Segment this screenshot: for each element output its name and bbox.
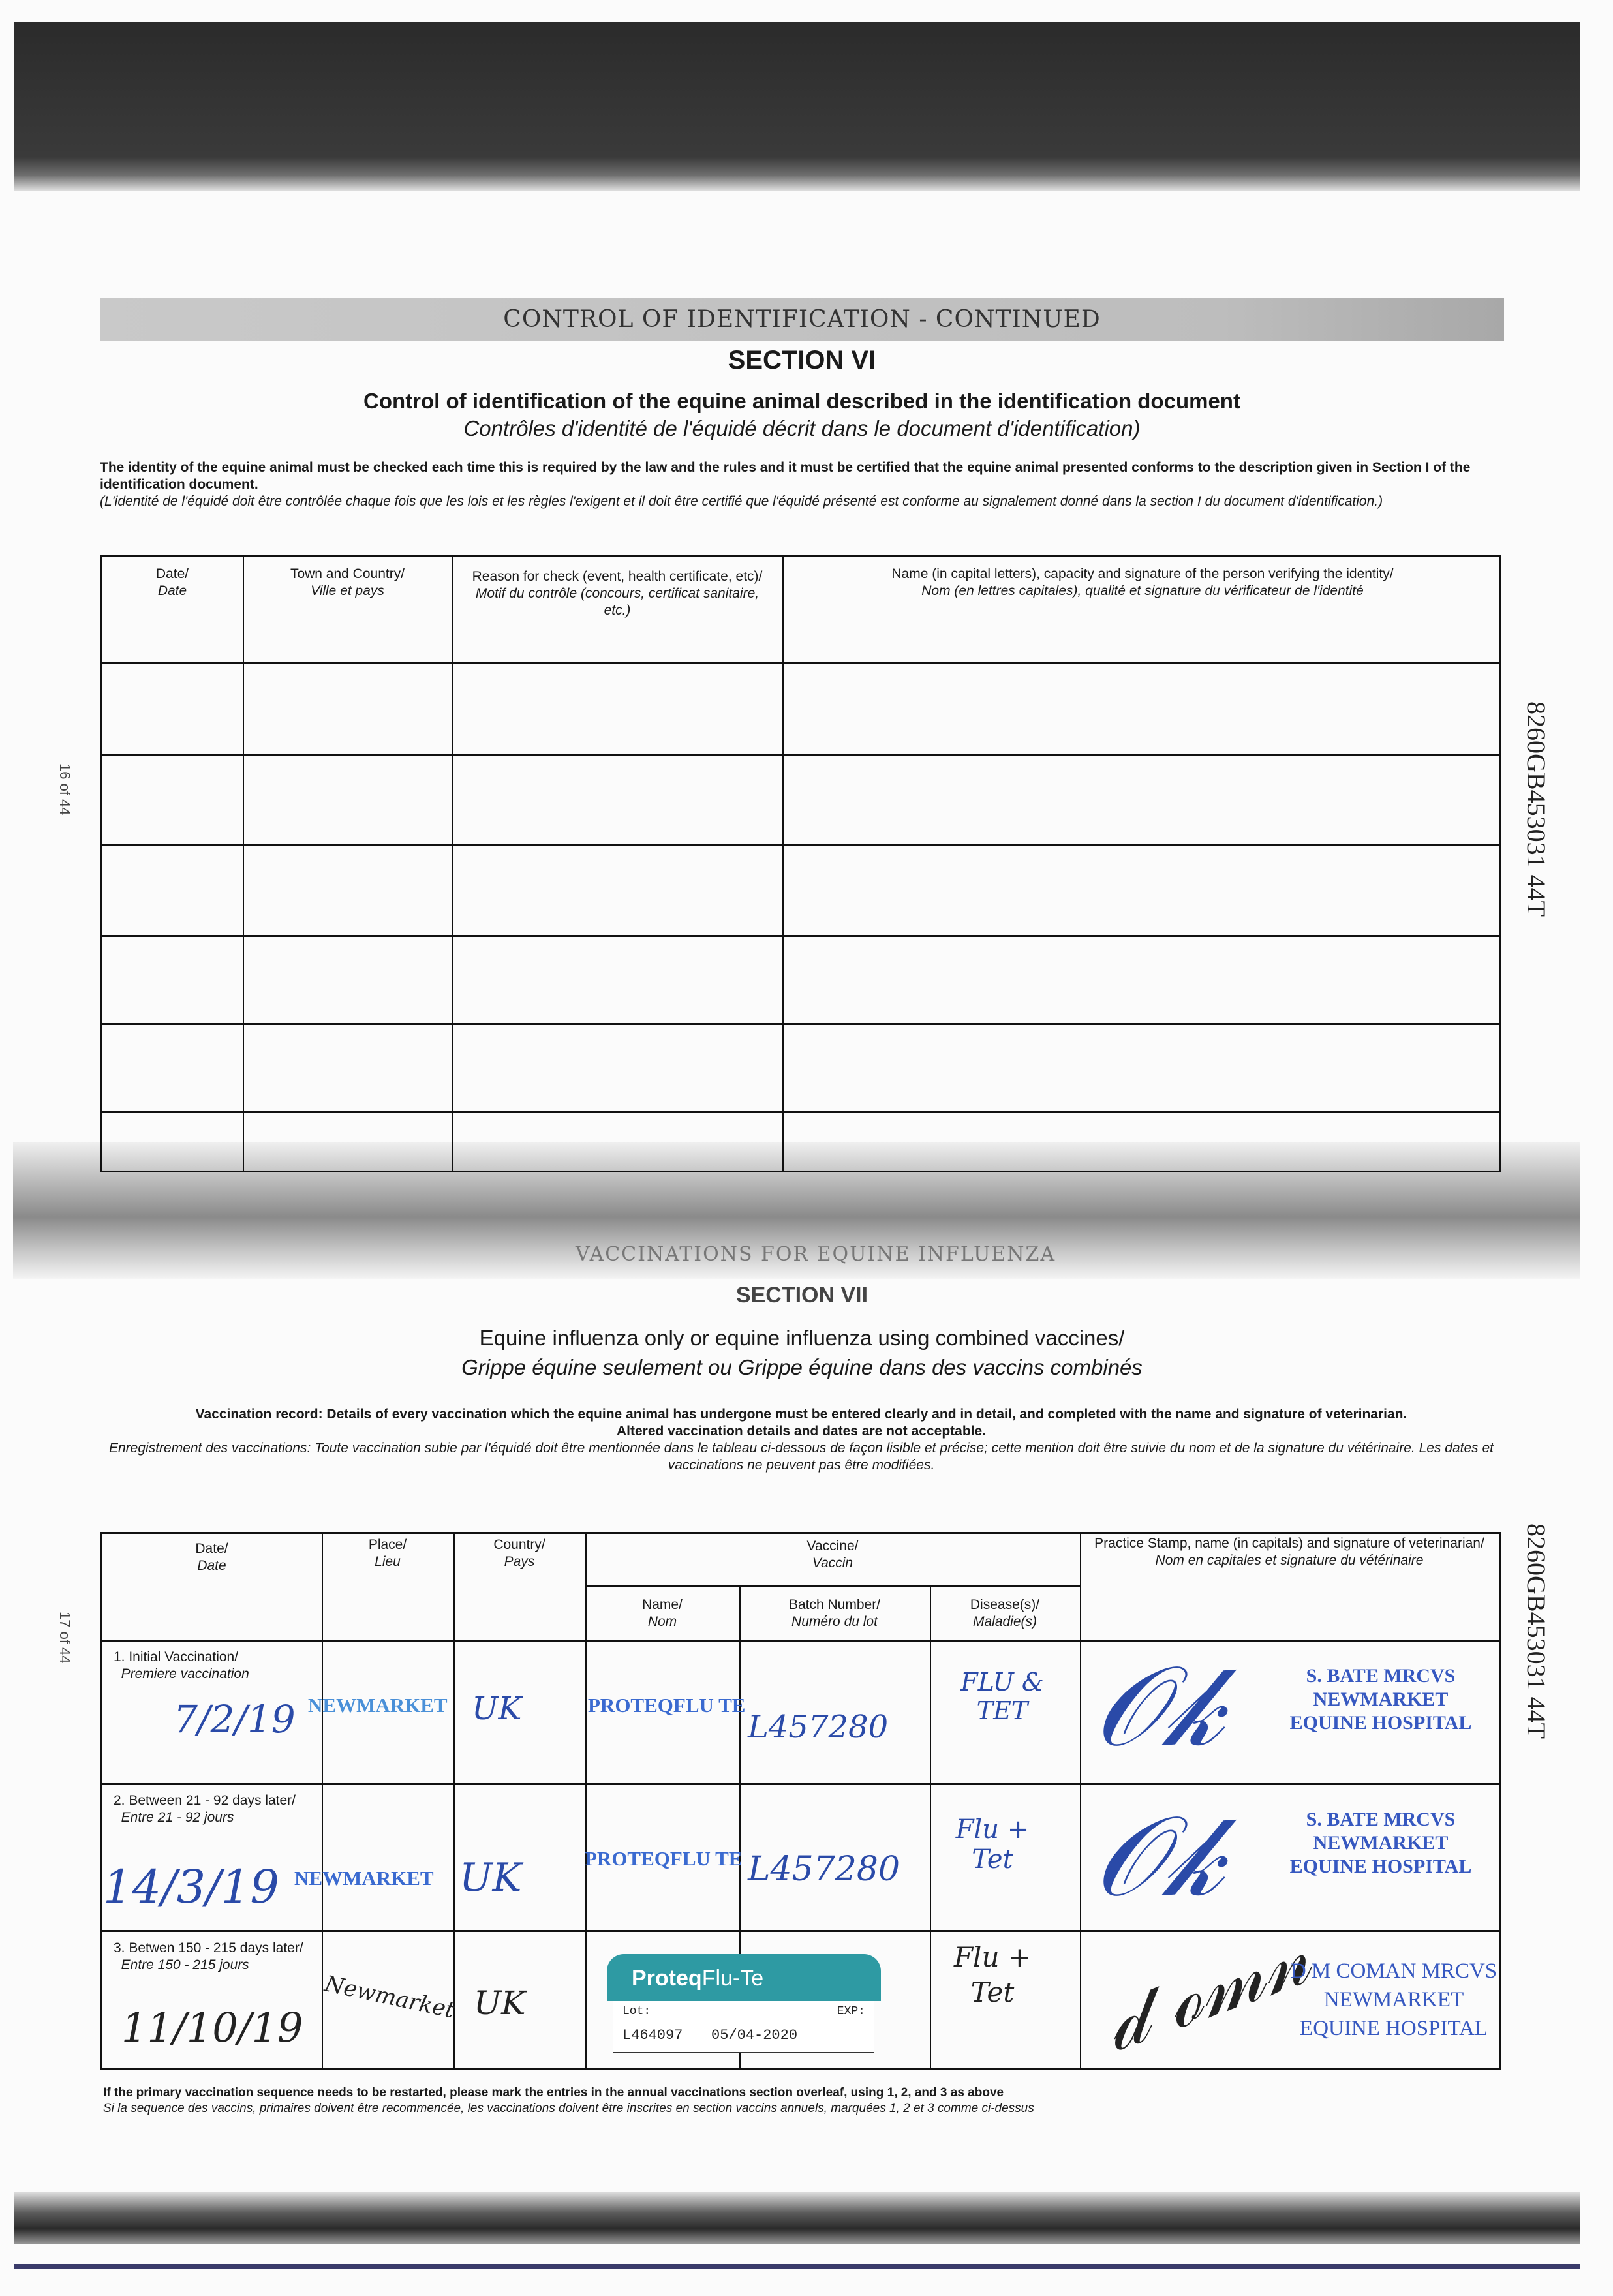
section-vi-title-fr: Contrôles d'identité de l'équidé décrit dans le document d'identification) <box>463 416 1141 440</box>
row1-place-stamp: NEWMARKET <box>308 1694 448 1717</box>
col-date: Date/ Date <box>155 566 189 598</box>
vaccine-batch-sticker <box>607 1954 881 2052</box>
footnote <box>103 2085 1147 2117</box>
section-vii-title: Equine influenza only or equine influenza using combined vaccines/ <box>479 1326 1125 1350</box>
row2-label: 2. Between 21 - 92 days later/ Entre 21 - 92 jours <box>114 1793 296 1825</box>
page-number: 16 of 44 <box>57 763 73 816</box>
scanner-top-shadow <box>14 22 1580 191</box>
row2-vet-stamp: S. BATE MRCVS NEWMARKET EQUINE HOSPITAL <box>1289 1809 1472 1877</box>
row2-disease: Flu + Tet <box>955 1814 1030 1875</box>
row2-signature: 𝒪𝓀 <box>1094 1792 1223 1921</box>
col-vet: Practice Stamp, name (in capitals) and signature of veterinarian/ Nom en capitales et signature du vétérinaire <box>1094 1536 1484 1568</box>
banner-text: CONTROL OF IDENTIFICATION - CONTINUED <box>503 306 1101 333</box>
section-banner <box>100 298 1504 341</box>
col-town-country: Town and Country/ Ville et pays <box>290 566 405 598</box>
page-number: 17 of 44 <box>57 1612 73 1664</box>
row3-place: Newmarket <box>322 1970 457 2024</box>
row1-date: 7/2/19 <box>174 1697 296 1741</box>
section-vii-label: SECTION VII <box>735 1283 868 1308</box>
row3-date: 11/10/19 <box>121 2004 303 2051</box>
row3-disease: Flu + Tet <box>953 1941 1032 2008</box>
vaccination-record-note <box>100 1406 1503 1474</box>
sticker-lot-label: Lot: <box>622 2005 651 2018</box>
col-disease: Disease(s)/ Maladie(s) <box>970 1597 1040 1629</box>
col-vaccine: Vaccine/ Vaccin <box>806 1538 859 1570</box>
col-date: Date/ Date <box>195 1541 228 1573</box>
row3-country: UK <box>474 1984 526 2022</box>
record-en-2: Altered vaccination details and dates are not acceptable. <box>616 1424 987 1439</box>
row1-country: UK <box>472 1691 522 1727</box>
row2-vaccine-name: PROTEQFLU TE <box>585 1847 743 1870</box>
row3-vet-stamp: D M COMAN MRCVS NEWMARKET EQUINE HOSPITAL <box>1290 1959 1498 2040</box>
document-id: 8260GB453031 44T <box>1522 701 1551 917</box>
col-reason: Reason for check (event, health certificate, etc)/ Motif du contrôle (concours, certificat sanitaire, etc.) <box>472 569 763 618</box>
page-edge <box>14 2264 1580 2269</box>
intro-fr: (L'identité de l'équidé doit être contrôlée chaque fois que les lois et les règles l'exigent et il doit être certifié que l'équidé présenté est conforme au signalement donné dans la section I du document d'identification.) <box>100 494 1383 509</box>
row1-signature: 𝒪𝓀 <box>1094 1642 1223 1771</box>
document-id: 8260GB453031 44T <box>1522 1523 1551 1739</box>
row1-disease: FLU & TET <box>960 1668 1044 1725</box>
row3-label: 3. Betwen 150 - 215 days later/ Entre 150 - 215 jours <box>114 1940 303 1972</box>
col-country: Country/ Pays <box>493 1537 545 1569</box>
intro-en: The identity of the equine animal must be checked each time this is required by the law and the rules and it must be certified that the equine animal presented conforms to the description given in Section I of the identification document. <box>100 460 1471 492</box>
section-vi-label: SECTION VI <box>728 346 876 375</box>
section-vi-intro <box>100 459 1483 510</box>
section-vii-title-fr: Grippe équine seulement ou Grippe équine dans des vaccins combinés <box>461 1355 1143 1379</box>
row1-batch: L457280 <box>748 1709 889 1745</box>
col-place: Place/ Lieu <box>368 1537 407 1569</box>
sticker-exp-label: EXP: <box>837 2005 865 2018</box>
row1-vet-stamp: S. BATE MRCVS NEWMARKET EQUINE HOSPITAL <box>1289 1665 1472 1734</box>
footnote-en: If the primary vaccination sequence needs to be restarted, please mark the entries in the annual vaccinations section overleaf, using 1, 2, and 3 as above <box>103 2086 1004 2100</box>
row2-place-stamp: NEWMARKET <box>294 1867 434 1890</box>
section-vi-title: Control of identification of the equine animal described in the identification document <box>363 389 1240 413</box>
row2-country: UK <box>459 1855 522 1901</box>
sticker-lot: L464097 <box>622 2027 683 2043</box>
record-en: Vaccination record: Details of every vaccination which the equine animal has undergone must be entered clearly and in detail, and completed with the name and signature of veterinarian. <box>195 1407 1407 1422</box>
sticker-exp: 05/04-2020 <box>711 2027 798 2043</box>
record-fr: Enregistrement des vaccinations: Toute vaccination subie par l'équidé doit être mentionnée dans le tableau ci-dessous de façon lisible et précise; cette mention doit être suivie du nom et de la signature du vétérinaire. Les dates et vaccinations ne peuvent pas être modifiées. <box>109 1441 1494 1473</box>
col-batch: Batch Number/ Numéro du lot <box>788 1597 881 1629</box>
col-verifier: Name (in capital letters), capacity and signature of the person verifying the identity/ Nom (en lettres capitales), qualité et signature du vérificateur de l'identité <box>891 566 1394 598</box>
footnote-fr: Si la sequence des vaccins, primaires doivent être recommencée, les vaccinations doivent être inscrites en section vaccins annuels, marquées 1, 2 et 3 comme ci-dessus <box>103 2102 1034 2115</box>
row3-signature: 𝒹 ℴ𝓂𝓃 <box>1090 1911 1322 2070</box>
row2-batch: L457280 <box>748 1850 900 1889</box>
identity-check-table <box>100 555 1501 1172</box>
row1-vaccine-name: PROTEQFLU TE <box>588 1694 746 1717</box>
row1-label: 1. Initial Vaccination/ Premiere vaccination <box>114 1649 249 1681</box>
ghost-banner: VACCINATIONS FOR EQUINE INFLUENZA <box>575 1243 1056 1266</box>
col-vaccine-name: Name/ Nom <box>642 1597 683 1629</box>
scanner-bottom-shadow <box>14 2192 1580 2244</box>
row2-date: 14/3/19 <box>103 1860 279 1914</box>
sticker-brand: ProteqFlu-Te <box>632 1966 764 1991</box>
